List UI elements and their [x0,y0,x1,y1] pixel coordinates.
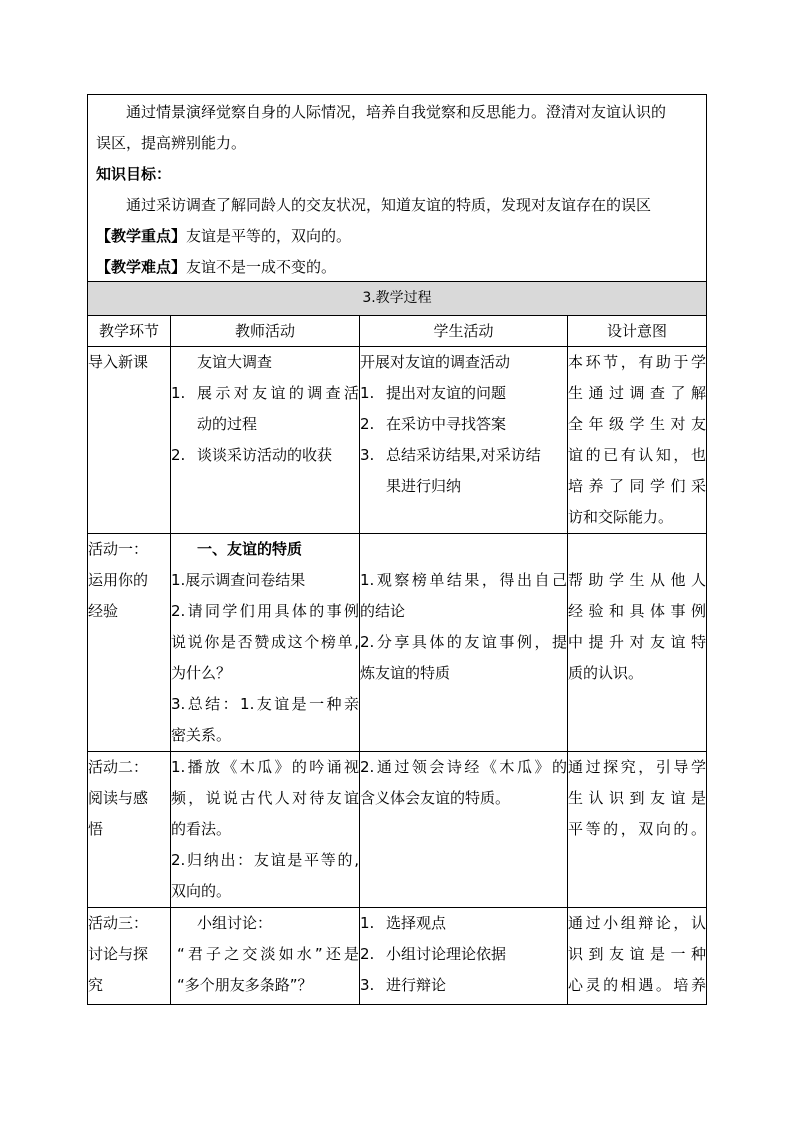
list-item [360,440,567,502]
item-line: 总结采访结果,对采访结 [386,446,541,464]
item-line: 展示对友谊的调查活 [197,384,359,402]
list-item [360,939,567,970]
intent-cell [568,752,707,908]
table-row [88,534,707,752]
intent-line: 培养了同学们采 [568,477,707,495]
item-line: 进行辩论 [386,976,447,994]
intent-cell [568,534,707,752]
list-item [360,908,567,939]
header-row [88,316,707,347]
list-item [171,440,359,471]
stage-cell [88,347,171,534]
item-line: 果进行归纳 [386,477,462,495]
student-line: 2.分享具体的友谊事例，提 [360,633,567,651]
item-line: 在采访中寻找答案 [386,415,507,433]
student-line: 的结论 [360,602,406,620]
teacher-title: 友谊大调查 [197,353,273,371]
teacher-cell [171,347,360,534]
teacher-line: 密关系。 [171,726,232,744]
key-point-text: 友谊是平等的，双向的。 [186,227,352,245]
stage-line: 悟 [88,820,104,838]
intent-line: 生通过调查了解 [568,384,707,402]
intent-line: 通过小组辩论，认 [568,914,707,932]
table-row [88,347,707,534]
teacher-cell [171,752,360,908]
intent-cell [568,347,707,534]
student-line: 含义体会友谊的特质。 [360,789,511,807]
stage-line: 运用你的 [88,571,149,589]
stage-line: 导入新课 [88,353,149,371]
difficulty-line [96,252,700,283]
item-line: 谈谈采访活动的收获 [197,446,333,464]
intent-line: 中提升对友谊特 [568,633,707,651]
student-line [360,534,567,565]
teacher-title: 一、友谊的特质 [197,540,303,558]
intent-line: 生认识到友谊是 [568,789,707,807]
teacher-line: 2.请同学们用具体的事例 [171,602,359,620]
item-number: 2. [360,945,375,963]
list-item [360,409,567,440]
stage-line: 究 [88,976,104,994]
item-number: 3. [360,976,375,994]
objective-line-1: 通过情景演绎觉察自身的人际情况，培养自我觉察和反思能力。澄清对友谊认识的 [126,103,667,121]
teacher-line: 1.播放《木瓜》的吟诵视 [171,758,359,776]
teacher-line: 频，说说古代人对待友谊 [171,789,359,807]
stage-line: 活动二： [88,758,149,776]
teacher-line: 的看法。 [171,820,232,838]
section-title-row [88,282,707,316]
teacher-line: 小组讨论： [197,914,273,932]
header-teacher: 教师活动 [171,316,360,347]
item-number: 1. [171,384,186,402]
teacher-cell [171,908,360,1005]
item-number: 2. [360,415,375,433]
difficulty-text: 友谊不是一成不变的。 [186,258,337,276]
intro-row [88,95,707,282]
student-cell [360,752,568,908]
intent-line: 通过探究，引导学 [568,758,707,776]
item-number: 1. [360,914,375,932]
intent-line: 本环节，有助于学 [568,353,707,371]
header-student: 学生活动 [360,316,568,347]
knowledge-objective-label: 知识目标： [96,165,172,183]
difficulty-label: 【教学难点】 [96,258,187,276]
teacher-line: 双向的。 [171,882,232,900]
intent-line [568,534,706,565]
teacher-line: 3.总结：1.友谊是一种亲 [171,695,359,713]
lesson-plan-table [87,94,707,1005]
header-stage: 教学环节 [88,316,171,347]
teacher-line: 说说你是否赞成这个榜单, [171,633,359,651]
intent-line: 识到友谊是一种 [568,945,707,963]
teacher-line: 1.展示调查问卷结果 [171,571,306,589]
student-line: 炼友谊的特质 [360,664,451,682]
header-intent: 设计意图 [568,316,707,347]
student-line: 1.观察榜单结果，得出自己 [360,571,567,589]
intent-cell [568,908,707,1005]
list-item [360,378,567,409]
item-number: 2. [171,446,186,464]
student-title: 开展对友谊的调查活动 [360,353,511,371]
student-cell [360,347,568,534]
list-item [171,378,359,440]
stage-cell [88,908,171,1005]
item-number: 1. [360,384,375,402]
section-title: 3.教学过程 [88,282,707,316]
teacher-line: 2.归纳出：友谊是平等的, [171,851,359,869]
item-line: 动的过程 [197,415,258,433]
teacher-line: “多个朋友多条路”？ [177,976,313,994]
key-point-label: 【教学重点】 [96,227,187,245]
intent-line: 经验和具体事例 [568,602,707,620]
list-item [360,970,567,1001]
intent-line: 平等的，双向的。 [568,820,707,838]
stage-line: 经验 [88,602,119,620]
intent-line: 心灵的相遇。培养 [568,976,707,994]
student-cell [360,908,568,1005]
student-line: 2.通过领会诗经《木瓜》的 [360,758,567,776]
item-line: 选择观点 [386,914,447,932]
stage-line: 活动三： [88,914,149,932]
intent-line: 帮助学生从他人 [568,571,707,589]
table-row [88,908,707,1005]
knowledge-objective-text: 通过采访调查了解同龄人的交友状况，知道友谊的特质，发现对友谊存在的误区 [126,196,652,214]
stage-line: 讨论与探 [88,945,149,963]
intent-line: 谊的已有认知，也 [568,446,707,464]
key-point-line [96,221,700,252]
item-line: 提出对友谊的问题 [386,384,507,402]
objectives-cell [88,95,707,282]
objective-line-2: 误区，提高辨别能力。 [96,134,247,152]
stage-cell [88,752,171,908]
item-number: 3. [360,446,375,464]
teacher-line: 为什么？ [171,664,232,682]
teacher-cell [171,534,360,752]
intent-line: 质的认识。 [568,664,644,682]
stage-line: 阅读与感 [88,789,149,807]
stage-line: 活动一： [88,540,149,558]
item-line: 小组讨论理论依据 [386,945,507,963]
stage-cell [88,534,171,752]
intent-line: 访和交际能力。 [568,508,674,526]
table-row [88,752,707,908]
teacher-line: “君子之交淡如水”还是 [177,945,359,963]
intent-line: 全年级学生对友 [568,415,707,433]
student-cell [360,534,568,752]
